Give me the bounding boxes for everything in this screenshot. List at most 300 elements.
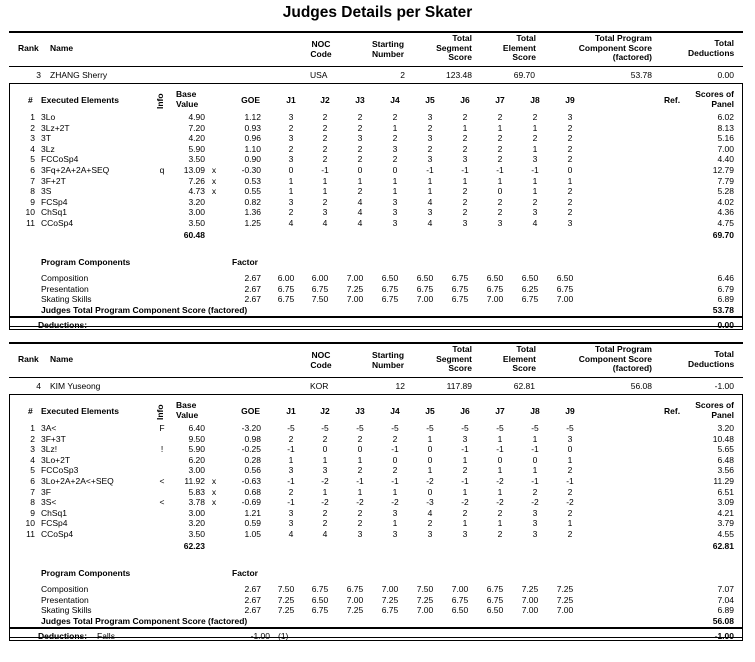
element-info: < — [159, 476, 165, 486]
element-judge-score: 2 — [288, 122, 294, 133]
total-element-score-header: Total Element Score — [502, 344, 536, 373]
component-judge-score: 6.75 — [277, 294, 295, 305]
rule — [9, 66, 743, 67]
element-judge-score: 2 — [427, 122, 433, 133]
element-judge-score: -1 — [287, 444, 295, 455]
element-panel-score: 10.48 — [712, 433, 734, 444]
element-judge-score: 1 — [427, 433, 433, 444]
element-judge-score: -2 — [321, 476, 329, 486]
element-judge-score: -1 — [566, 476, 574, 486]
element-judge-score: 3 — [288, 133, 294, 144]
element-judge-score: -5 — [496, 423, 504, 433]
element-judge-score: 1 — [357, 486, 363, 497]
element-base-value: 5.83 — [188, 486, 205, 497]
element-goe: 1.36 — [244, 207, 261, 218]
element-info: ! — [160, 444, 164, 455]
element-goe: 1.12 — [244, 112, 261, 122]
component-name: Presentation — [41, 283, 89, 294]
element-number: 7 — [30, 175, 35, 186]
element-code: FCCoSp4 — [41, 154, 79, 165]
element-judge-score: -1 — [461, 476, 469, 486]
base-value-header: Base Value — [176, 400, 199, 420]
element-judge-score: 2 — [322, 433, 328, 444]
element-judge-score: 1 — [567, 518, 573, 529]
element-judge-score: 2 — [357, 112, 363, 122]
base-value-header: Base Value — [176, 89, 199, 109]
info-header: Info — [155, 93, 165, 109]
total-pcs-score: 56.08 — [630, 381, 652, 391]
base-value-total: 62.23 — [183, 540, 205, 551]
element-judge-score: 3 — [288, 465, 294, 476]
element-number: 11 — [26, 529, 35, 539]
element-judge-score: 1 — [462, 454, 468, 465]
element-judge-score: -2 — [321, 497, 329, 508]
element-judge-score: 2 — [427, 143, 433, 154]
element-code: 3A< — [41, 423, 57, 433]
component-judge-score: 7.00 — [346, 594, 364, 605]
element-judge-score: 3 — [497, 218, 503, 228]
element-judge-score: 2 — [427, 518, 433, 529]
element-number: 8 — [30, 497, 35, 508]
goe-header: GOE — [241, 95, 260, 105]
component-factor: 2.67 — [244, 605, 261, 616]
element-judge-score: 1 — [532, 143, 538, 154]
component-judge-score: 7.25 — [556, 584, 574, 594]
element-number: 4 — [30, 143, 35, 154]
element-judge-score: -1 — [461, 165, 469, 175]
element-judge-score: 2 — [288, 143, 294, 154]
element-judge-score: 4 — [427, 218, 433, 228]
element-judge-score: -2 — [356, 497, 364, 508]
element-goe: 1.10 — [244, 143, 261, 154]
element-judge-score: 3 — [567, 112, 573, 122]
component-judge-score: 6.75 — [486, 283, 504, 294]
element-judge-score: 3 — [392, 143, 398, 154]
element-judge-score: 3 — [567, 433, 573, 444]
element-panel-score: 3.20 — [717, 423, 734, 433]
component-judge-score: 6.50 — [381, 273, 399, 283]
component-panel-score: 6.89 — [717, 605, 734, 616]
component-judge-score: 7.00 — [346, 273, 364, 283]
judges-total-score: 53.78 — [712, 305, 734, 315]
element-judge-score: -2 — [391, 497, 399, 508]
program-components-header: Program Components — [41, 568, 131, 578]
element-judge-score: 1 — [567, 175, 573, 186]
element-judge-score: 3 — [427, 207, 433, 218]
element-judge-score: -1 — [321, 165, 329, 175]
element-base-value: 11.92 — [184, 476, 205, 486]
element-number: 9 — [30, 507, 35, 518]
element-judge-score: 3 — [392, 507, 398, 518]
page-title: Judges Details per Skater — [282, 4, 473, 21]
element-x-mark: x — [211, 165, 217, 175]
element-judge-score: -1 — [531, 444, 539, 455]
element-base-value: 5.90 — [188, 143, 205, 154]
element-judge-score: 3 — [532, 529, 538, 539]
element-judge-score: -5 — [566, 423, 574, 433]
deductions-box — [9, 628, 743, 641]
element-judge-score: 2 — [567, 207, 573, 218]
element-judge-score: -5 — [287, 423, 295, 433]
element-code: CCoSp4 — [41, 218, 74, 228]
component-judge-score: 6.75 — [486, 594, 504, 605]
element-judge-score: 2 — [462, 207, 468, 218]
total-segment-score: 123.48 — [446, 70, 472, 80]
component-judge-score: 6.75 — [381, 283, 399, 294]
element-judge-score: 2 — [322, 143, 328, 154]
element-number: 8 — [30, 186, 35, 197]
element-judge-score: 3 — [532, 154, 538, 165]
element-x-mark: x — [211, 476, 217, 486]
element-judge-score: 2 — [462, 186, 468, 197]
component-name: Skating Skills — [41, 294, 92, 305]
element-judge-score: 4 — [288, 529, 294, 539]
element-goe: 0.82 — [244, 196, 261, 207]
component-judge-score: 6.75 — [451, 294, 469, 305]
component-judge-score: 6.75 — [381, 605, 399, 616]
component-name: Skating Skills — [41, 605, 92, 616]
element-x-mark: x — [211, 186, 217, 197]
component-judge-score: 7.00 — [521, 594, 539, 605]
judge-header-4: J4 — [390, 406, 400, 416]
element-judge-score: 1 — [532, 465, 538, 476]
element-judge-score: 4 — [288, 218, 294, 228]
elements-header: Executed Elements — [41, 406, 119, 416]
element-goe: 0.68 — [244, 486, 261, 497]
component-factor: 2.67 — [244, 594, 261, 605]
element-judge-score: -5 — [461, 423, 469, 433]
element-judge-score: -1 — [391, 444, 399, 455]
element-base-value: 5.90 — [188, 444, 205, 455]
component-judge-score: 6.75 — [416, 283, 434, 294]
component-judge-score: 6.75 — [311, 584, 329, 594]
element-panel-score: 11.29 — [713, 476, 734, 486]
element-judge-score: 0 — [392, 165, 398, 175]
element-code: 3Lo — [41, 112, 56, 122]
element-judge-score: 0 — [288, 165, 294, 175]
element-judge-score: -1 — [461, 444, 469, 455]
element-panel-score: 4.75 — [717, 218, 734, 228]
factor-header: Factor — [232, 257, 258, 267]
element-judge-score: 3 — [532, 507, 538, 518]
element-judge-score: 0 — [427, 444, 433, 455]
element-panel-score: 6.51 — [717, 486, 734, 497]
judge-header-5: J5 — [425, 95, 435, 105]
element-goe: 0.96 — [244, 133, 261, 144]
rank-header: Rank — [18, 43, 39, 53]
element-goe: 1.21 — [244, 507, 261, 518]
element-judge-score: 1 — [427, 175, 433, 186]
element-judge-score: 4 — [357, 218, 363, 228]
rule — [9, 377, 743, 378]
element-judge-score: 1 — [392, 122, 398, 133]
element-judge-score: 4 — [357, 196, 363, 207]
element-goe: -0.63 — [241, 476, 261, 486]
element-score-total: 62.81 — [712, 540, 734, 551]
component-name: Presentation — [41, 594, 89, 605]
element-goe: 0.93 — [244, 122, 261, 133]
element-code: 3F+2T — [41, 175, 66, 186]
element-code: 3Lz — [41, 143, 55, 154]
element-judge-score: 4 — [357, 207, 363, 218]
element-judge-score: 2 — [357, 122, 363, 133]
element-judge-score: 2 — [497, 207, 503, 218]
element-code: 3Fq+2A+2A+SEQ — [41, 165, 110, 175]
element-judge-score: 2 — [567, 154, 573, 165]
judge-header-1: J1 — [286, 406, 296, 416]
component-factor: 2.67 — [244, 273, 261, 283]
element-judge-score: 1 — [497, 486, 503, 497]
total-pcs-header: Total Program Component Score (factored) — [578, 33, 652, 62]
element-code: FCSp4 — [41, 196, 68, 207]
component-judge-score: 6.75 — [311, 605, 329, 616]
element-judge-score: 2 — [357, 433, 363, 444]
element-panel-score: 7.79 — [717, 175, 734, 186]
element-code: 3T — [41, 133, 51, 144]
component-judge-score: 7.00 — [416, 605, 434, 616]
element-judge-score: 2 — [322, 133, 328, 144]
element-judge-score: 2 — [567, 196, 573, 207]
starting-number-header: Starting Number — [371, 350, 405, 370]
element-judge-score: 2 — [497, 112, 503, 122]
component-judge-score: 6.50 — [451, 605, 469, 616]
component-panel-score: 6.46 — [717, 273, 734, 283]
num-header: # — [28, 406, 33, 416]
component-name: Composition — [41, 273, 89, 283]
judge-header-8: J8 — [530, 95, 540, 105]
element-judge-score: 2 — [497, 196, 503, 207]
element-judge-score: 2 — [567, 143, 573, 154]
element-base-value: 7.26 — [188, 175, 205, 186]
component-factor: 2.67 — [244, 283, 261, 294]
element-goe: -3.20 — [241, 423, 261, 433]
element-code: 3Lo+2A+2A<+SEQ — [41, 476, 114, 486]
element-base-value: 6.20 — [188, 454, 205, 465]
element-judge-score: 0 — [532, 454, 538, 465]
element-judge-score: 2 — [532, 196, 538, 207]
element-judge-score: 2 — [322, 196, 328, 207]
element-judge-score: -1 — [531, 165, 539, 175]
element-base-value: 3.50 — [188, 154, 205, 165]
component-judge-score: 6.50 — [556, 273, 574, 283]
element-code: ChSq1 — [41, 207, 67, 218]
element-judge-score: 2 — [497, 143, 503, 154]
judge-header-1: J1 — [286, 95, 296, 105]
judge-header-5: J5 — [425, 406, 435, 416]
component-judge-score: 7.00 — [416, 294, 434, 305]
element-judge-score: -2 — [461, 497, 469, 508]
element-info: F — [159, 423, 165, 433]
element-judge-score: 3 — [392, 529, 398, 539]
element-judge-score: 0 — [567, 444, 573, 455]
element-judge-score: 1 — [497, 433, 503, 444]
component-judge-score: 6.50 — [521, 273, 539, 283]
element-judge-score: -1 — [531, 476, 539, 486]
element-panel-score: 4.02 — [717, 196, 734, 207]
element-judge-score: 2 — [322, 507, 328, 518]
total-element-score: 62.81 — [513, 381, 535, 391]
element-judge-score: 1 — [497, 122, 503, 133]
element-judge-score: 2 — [288, 433, 294, 444]
skater-noc: USA — [310, 70, 328, 80]
element-judge-score: 2 — [462, 507, 468, 518]
element-judge-score: 2 — [532, 112, 538, 122]
deductions-box — [9, 317, 743, 330]
skater-name: KIM Yuseong — [50, 381, 101, 391]
component-judge-score: 7.50 — [277, 584, 295, 594]
element-judge-score: 2 — [497, 154, 503, 165]
element-panel-score: 5.65 — [717, 444, 734, 455]
info-header: Info — [155, 404, 165, 420]
scores-of-panel-header: Scores of Panel — [695, 400, 734, 420]
element-judge-score: 2 — [497, 507, 503, 518]
element-judge-score: 2 — [392, 133, 398, 144]
element-number: 6 — [30, 165, 35, 175]
component-judge-score: 6.75 — [486, 584, 504, 594]
element-judge-score: 1 — [357, 175, 363, 186]
element-judge-score: 2 — [357, 186, 363, 197]
element-judge-score: 1 — [497, 175, 503, 186]
element-number: 2 — [30, 122, 35, 133]
element-judge-score: 3 — [462, 154, 468, 165]
element-judge-score: -2 — [496, 476, 504, 486]
element-judge-score: 0 — [497, 454, 503, 465]
element-base-value: 3.00 — [188, 207, 205, 218]
component-judge-score: 6.75 — [521, 294, 539, 305]
judge-header-4: J4 — [390, 95, 400, 105]
element-judge-score: 1 — [322, 454, 328, 465]
element-judge-score: -2 — [496, 497, 504, 508]
component-judge-score: 6.75 — [451, 273, 469, 283]
element-judge-score: 2 — [322, 112, 328, 122]
total-pcs-header: Total Program Component Score (factored) — [578, 344, 652, 373]
element-judge-score: -1 — [496, 444, 504, 455]
deductions-label: Deductions: — [38, 631, 88, 641]
component-judge-score: 7.25 — [556, 594, 574, 605]
element-judge-score: 2 — [567, 122, 573, 133]
component-judge-score: 7.25 — [346, 283, 364, 294]
element-judge-score: 2 — [567, 465, 573, 476]
total-segment-score-header: Total Segment Score — [436, 33, 472, 62]
element-base-value: 3.78 — [188, 497, 205, 508]
element-goe: 1.05 — [244, 529, 261, 539]
element-judge-score: 1 — [322, 186, 328, 197]
element-number: 10 — [25, 207, 35, 218]
judge-header-6: J6 — [460, 95, 470, 105]
element-number: 1 — [30, 112, 35, 122]
element-judge-score: 4 — [322, 218, 328, 228]
component-panel-score: 6.79 — [717, 283, 734, 294]
component-judge-score: 7.25 — [521, 584, 539, 594]
total-deductions-header: Total Deductions — [688, 349, 735, 369]
element-judge-score: 2 — [322, 154, 328, 165]
element-goe: 0.55 — [244, 186, 261, 197]
judge-header-9: J9 — [565, 95, 575, 105]
element-number: 6 — [30, 476, 35, 486]
component-judge-score: 6.50 — [486, 605, 504, 616]
element-judge-score: 4 — [427, 507, 433, 518]
total-deductions-score: -1.00 — [714, 381, 734, 391]
element-judge-score: 2 — [357, 507, 363, 518]
element-base-value: 3.20 — [188, 518, 205, 529]
element-base-value: 7.20 — [188, 122, 205, 133]
component-judge-score: 6.75 — [451, 283, 469, 294]
judge-header-2: J2 — [320, 406, 330, 416]
element-judge-score: 1 — [462, 518, 468, 529]
element-judge-score: 3 — [427, 154, 433, 165]
element-judge-score: 0 — [322, 444, 328, 455]
element-number: 1 — [30, 423, 35, 433]
element-base-value: 3.50 — [188, 529, 205, 539]
element-judge-score: 1 — [532, 433, 538, 444]
starting-number: 2 — [400, 70, 405, 80]
element-judge-score: 1 — [532, 122, 538, 133]
element-judge-score: 3 — [532, 207, 538, 218]
element-judge-score: 2 — [357, 154, 363, 165]
component-judge-score: 7.25 — [277, 605, 295, 616]
component-judge-score: 7.00 — [346, 294, 364, 305]
element-goe: 0.59 — [244, 518, 261, 529]
name-header: Name — [50, 43, 74, 53]
noc-header: NOC Code — [310, 39, 332, 59]
total-segment-score: 117.89 — [446, 381, 472, 391]
element-judge-score: 2 — [392, 433, 398, 444]
element-judge-score: 2 — [462, 133, 468, 144]
component-judge-score: 7.50 — [311, 294, 329, 305]
element-judge-score: -3 — [426, 497, 434, 508]
judge-header-3: J3 — [355, 95, 365, 105]
total-pcs-score: 53.78 — [630, 70, 652, 80]
element-panel-score: 4.21 — [717, 507, 734, 518]
judge-header-2: J2 — [320, 95, 330, 105]
element-number: 3 — [30, 444, 35, 455]
element-judge-score: -1 — [356, 476, 364, 486]
element-panel-score: 4.40 — [717, 154, 734, 165]
element-judge-score: 2 — [357, 465, 363, 476]
element-judge-score: 2 — [567, 186, 573, 197]
element-judge-score: -2 — [566, 497, 574, 508]
judge-header-7: J7 — [495, 406, 505, 416]
element-number: 2 — [30, 433, 35, 444]
element-judge-score: 1 — [532, 186, 538, 197]
element-number: 5 — [30, 465, 35, 476]
component-judge-score: 6.75 — [451, 594, 469, 605]
element-judge-score: -2 — [426, 476, 434, 486]
skater-rank: 3 — [36, 70, 41, 80]
element-judge-score: 1 — [322, 486, 328, 497]
element-panel-score: 4.36 — [717, 207, 734, 218]
element-judge-score: 3 — [462, 218, 468, 228]
element-judge-score: 3 — [288, 154, 294, 165]
element-base-value: 13.09 — [183, 165, 205, 175]
element-goe: 1.25 — [244, 218, 261, 228]
component-factor: 2.67 — [244, 294, 261, 305]
element-panel-score: 3.79 — [717, 518, 734, 529]
element-goe: -0.25 — [241, 444, 261, 455]
element-code: FCSp4 — [41, 518, 68, 529]
element-judge-score: -1 — [426, 165, 434, 175]
element-judge-score: 3 — [322, 465, 328, 476]
judge-header-9: J9 — [565, 406, 575, 416]
element-judge-score: 0 — [427, 454, 433, 465]
element-judge-score: 3 — [532, 518, 538, 529]
element-judge-score: 1 — [357, 454, 363, 465]
num-header: # — [28, 95, 33, 105]
element-judge-score: 3 — [392, 196, 398, 207]
component-panel-score: 7.04 — [717, 594, 734, 605]
element-judge-score: 1 — [532, 175, 538, 186]
component-judge-score: 7.25 — [416, 594, 434, 605]
